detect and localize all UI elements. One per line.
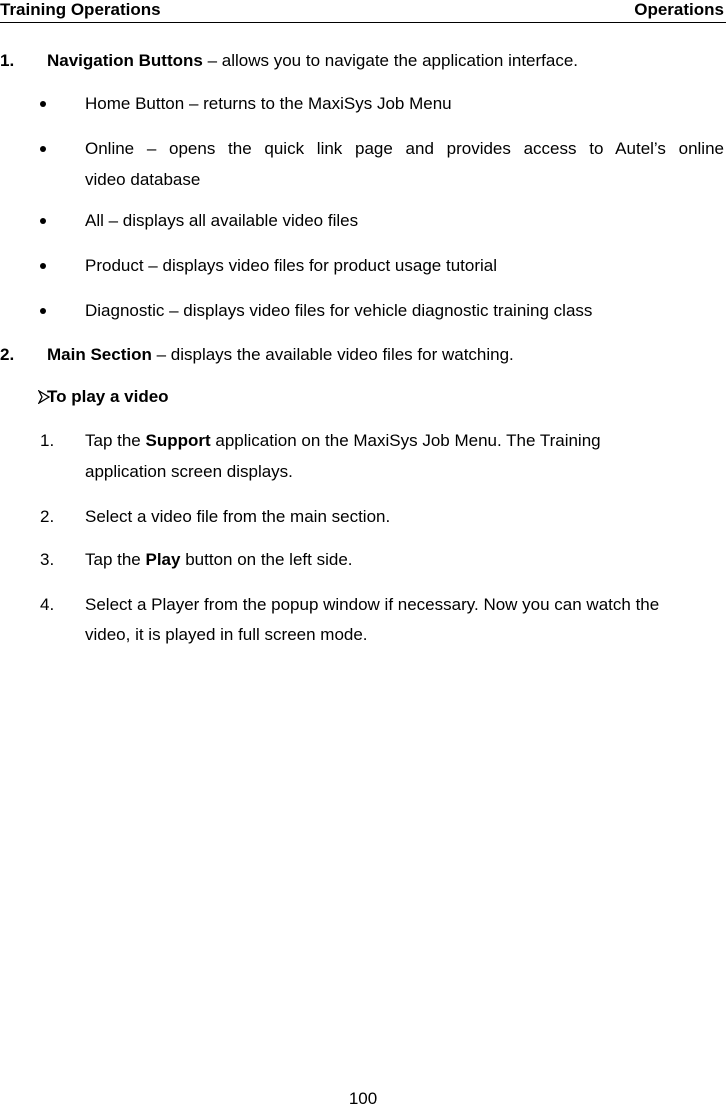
section-2-text: – displays the available video files for watching.	[151, 345, 514, 364]
section-1-heading	[47, 51, 578, 71]
bullet-dot	[40, 218, 46, 224]
section-1-number: 1.	[0, 51, 15, 70]
section-1-text: – allows you to navigate the application interface.	[202, 51, 579, 70]
bullet-dot	[40, 308, 46, 314]
step-1-pre: Tap the	[85, 431, 146, 450]
bullet-product: Product – displays video files for product usage tutorial	[85, 256, 498, 275]
step-4-cont: video, it is played in full screen mode.	[85, 625, 368, 644]
step-4-text: Select a Player from the popup window if necessary. Now you can watch the	[85, 595, 660, 614]
step-2-number: 2.	[40, 507, 55, 526]
step-3-post: button on the left side.	[180, 550, 353, 569]
page-header	[0, 0, 726, 23]
bullet-all: All – displays all available video files	[85, 211, 359, 230]
procedure-title: To play a video	[47, 387, 169, 406]
section-2-heading	[47, 345, 514, 365]
step-2-text: Select a video file from the main section.	[85, 507, 391, 526]
section-2-number: 2.	[0, 345, 15, 364]
step-4-number: 4.	[40, 595, 55, 614]
step-1-post: application on the MaxiSys Job Menu. The Training	[210, 431, 601, 450]
header-title: Training Operations	[0, 0, 161, 19]
bullet-home: Home Button – returns to the MaxiSys Job Menu	[85, 94, 452, 113]
step-3-bold: Play	[145, 550, 181, 569]
header-section: Operations	[634, 0, 724, 19]
step-1-text	[85, 431, 601, 451]
step-1-cont: application screen displays.	[85, 462, 293, 481]
bullet-dot	[40, 263, 46, 269]
section-2-title: Main Section	[47, 345, 152, 364]
bullet-online: Online – opens the quick link page and provides access to Autel’s online	[85, 139, 724, 158]
step-3-pre: Tap the	[85, 550, 146, 569]
section-1-title: Navigation Buttons	[47, 51, 203, 70]
step-3-number: 3.	[40, 550, 55, 569]
bullet-dot	[40, 101, 46, 107]
step-1-bold: Support	[145, 431, 211, 450]
page-number: 100	[348, 1089, 378, 1108]
bullet-dot	[40, 146, 46, 152]
bullet-diagnostic: Diagnostic – displays video files for vehicle diagnostic training class	[85, 301, 593, 320]
step-1-number: 1.	[40, 431, 55, 450]
bullet-online-cont: video database	[85, 170, 201, 189]
step-3-text	[85, 550, 353, 570]
